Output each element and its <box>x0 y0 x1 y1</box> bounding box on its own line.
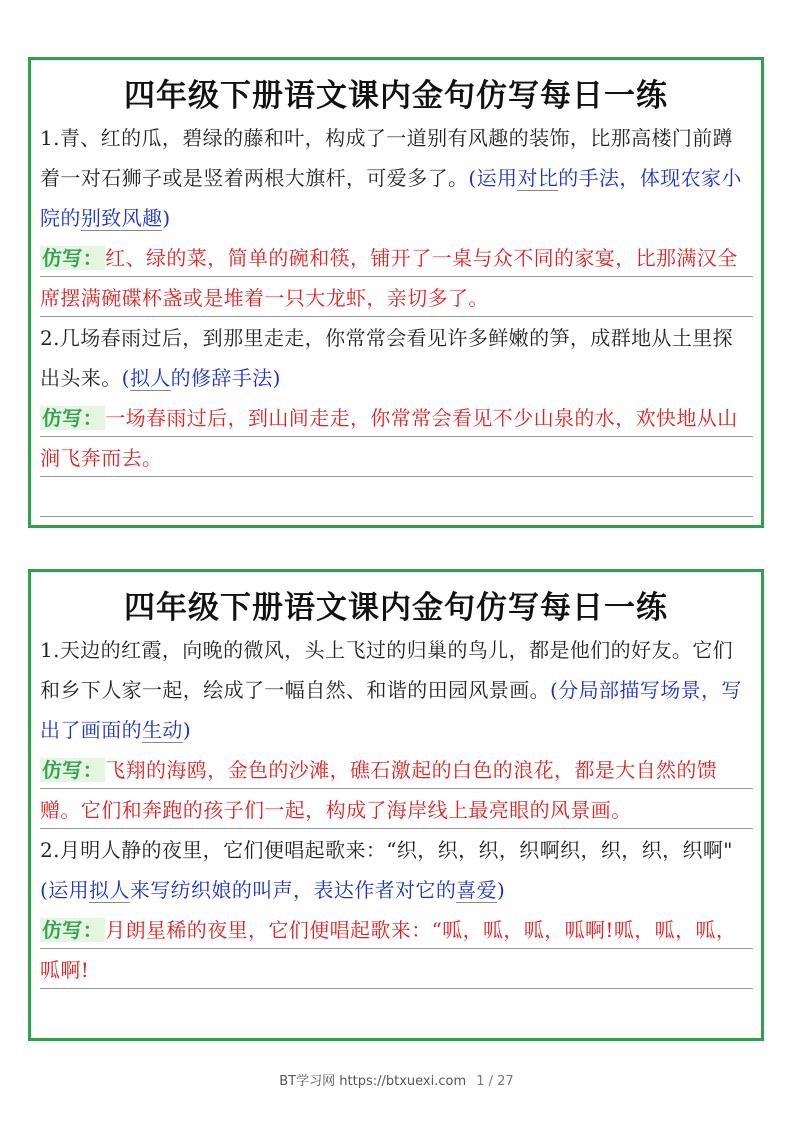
copy-tag: 仿写： <box>42 246 104 270</box>
technique-note: (运用拟人来写纺织娘的叫声，表达作者对它的喜爱) <box>40 878 506 902</box>
imitation-answer-1 <box>40 238 753 318</box>
example-sentence-1 <box>40 118 753 238</box>
card-title: 四年级下册语文课内金句仿写每日一练 <box>124 78 668 114</box>
page-footer <box>0 1070 793 1089</box>
technique-note: (分局部描写场景，写出了画面的生动) <box>40 678 742 742</box>
sentence-text: 2.几场春雨过后，到那里走走，你常常会看见许多鲜嫩的笋，成群地从土里探出头来。 <box>40 326 734 390</box>
sentence-text: 1.天边的红霞，向晚的微风，头上飞过的归巢的鸟儿，都是他们的好友。它们和乡下人家一起，绘成了一幅自然、和谐的田园风景画。 <box>40 638 734 702</box>
sentence-text: 1.青、红的瓜，碧绿的藤和叶，构成了一道别有风趣的装饰，比那高楼门前蹲着一对石狮子或是竖着两根大旗杆，可爱多了。 <box>40 126 734 190</box>
copy-tag: 仿写： <box>42 918 104 942</box>
technique-note: (运用对比的手法，体现农家小院的别致风趣) <box>40 166 742 230</box>
sentence-text: 2.月明人静的夜里，它们便唱起歌来：“织，织，织，织啊织，织，织，织啊" <box>40 838 733 862</box>
imitation-text: 月朗星稀的夜里，它们便唱起歌来：“呱，呱，呱，呱啊!呱，呱，呱，呱啊! <box>40 918 737 982</box>
exercise-card-1 <box>28 57 764 528</box>
imitation-answer-2 <box>40 910 753 990</box>
example-sentence-1 <box>40 630 753 750</box>
example-sentence-2 <box>40 318 753 398</box>
blank-writing-line <box>40 478 753 518</box>
example-sentence-2 <box>40 830 753 910</box>
imitation-text: 一场春雨过后，到山间走走，你常常会看见不少山泉的水，欢快地从山涧飞奔而去。 <box>40 406 738 470</box>
card-title: 四年级下册语文课内金句仿写每日一练 <box>124 590 668 626</box>
exercise-card-2 <box>28 569 764 1041</box>
page-number: 1 / 27 <box>476 1074 514 1089</box>
imitation-text: 红、绿的菜，简单的碗和筷，铺开了一桌与众不同的家宴，比那满汉全席摆满碗碟杯盏或是堆着一只大龙虾，亲切多了。 <box>40 246 738 310</box>
technique-note: (拟人的修辞手法) <box>121 366 281 390</box>
imitation-answer-2 <box>40 398 753 478</box>
copy-tag: 仿写： <box>42 758 104 782</box>
copy-tag: 仿写： <box>42 406 104 430</box>
imitation-answer-1 <box>40 750 753 830</box>
footer-site: BT学习网 https://btxuexi.com <box>279 1074 467 1089</box>
imitation-text: 飞翔的海鸥，金色的沙滩，礁石激起的白色的浪花，都是大自然的馈赠。它们和奔跑的孩子们一起，构成了海岸线上最亮眼的风景画。 <box>40 758 718 822</box>
